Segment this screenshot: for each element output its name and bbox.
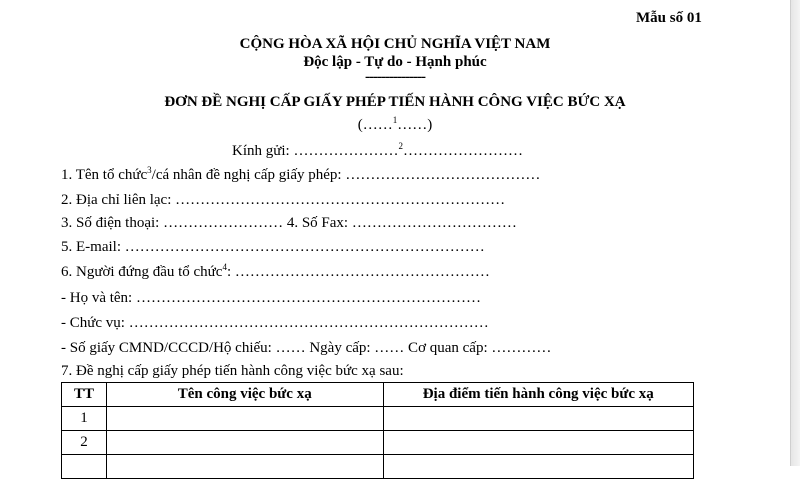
footnote-3: 3 <box>147 165 152 175</box>
national-motto: Độc lập - Tự do - Hạnh phúc <box>303 54 487 70</box>
cell-location <box>383 431 694 455</box>
field-email: 5. E-mail: ……………………………………………………………… <box>61 239 485 255</box>
field-1-label: 1. Tên tổ chức <box>61 167 148 183</box>
footnote-4: 4 <box>222 262 227 272</box>
field-request-text: 7. Đề nghị cấp giấy phép tiến hành công việc bức xạ sau: <box>61 363 404 379</box>
cell-tt <box>62 455 107 479</box>
field-position: - Chức vụ: ……………………………………………………………… <box>61 315 489 331</box>
cell-work <box>106 431 383 455</box>
addressee-dots: …………………… <box>402 143 523 159</box>
cell-work <box>106 455 383 479</box>
field-6-label: 6. Người đứng đầu tổ chức <box>61 264 223 280</box>
field-1-dots: /cá nhân đề nghị cấp giấy phép: ………………………………… <box>151 167 541 183</box>
cell-tt: 2 <box>62 431 107 455</box>
subtitle-open: (…… <box>357 117 393 133</box>
form-subtitle <box>0 116 790 134</box>
header-location: Địa điểm tiến hành công việc bức xạ <box>383 383 694 407</box>
footnote-2: 2 <box>398 141 403 151</box>
cell-work <box>106 407 383 431</box>
table-row <box>62 455 694 479</box>
cell-tt: 1 <box>62 407 107 431</box>
table-row <box>62 407 694 431</box>
header-separator: --------------- <box>365 69 425 85</box>
field-full-name: - Họ và tên: …………………………………………………………… <box>61 290 481 306</box>
form-title: ĐƠN ĐỀ NGHỊ CẤP GIẤY PHÉP TIẾN HÀNH CÔNG VIỆC BỨC XẠ <box>164 94 626 110</box>
field-phone-fax: 3. Số điện thoại: …………………… 4. Số Fax: …………………………… <box>61 215 517 231</box>
table-header-row <box>62 383 694 407</box>
field-6-dots: : …………………………………………… <box>226 264 490 280</box>
cell-location <box>383 455 694 479</box>
header-tt: TT <box>62 383 107 407</box>
field-id-document: - Số giấy CMND/CCCD/Hộ chiếu: …… Ngày cấp: …… Cơ quan cấp: ………… <box>61 340 552 356</box>
form-number: Mẫu số 01 <box>636 10 702 26</box>
cell-location <box>383 407 694 431</box>
addressee-line <box>232 142 523 160</box>
country-name: CỘNG HÒA XÃ HỘI CHỦ NGHĨA VIỆT NAM <box>239 36 551 52</box>
table-row <box>62 431 694 455</box>
field-address: 2. Địa chỉ liên lạc: ………………………………………………………… <box>61 192 506 208</box>
footnote-1: 1 <box>392 115 398 125</box>
field-head-of-organization <box>61 263 490 281</box>
header-work-name: Tên công việc bức xạ <box>106 383 383 407</box>
subtitle-close: ……) <box>397 117 433 133</box>
addressee-prefix: Kính gửi: ………………… <box>232 143 399 159</box>
viewer-edge <box>790 0 800 466</box>
work-table <box>61 382 694 479</box>
field-organization-name <box>61 166 540 184</box>
